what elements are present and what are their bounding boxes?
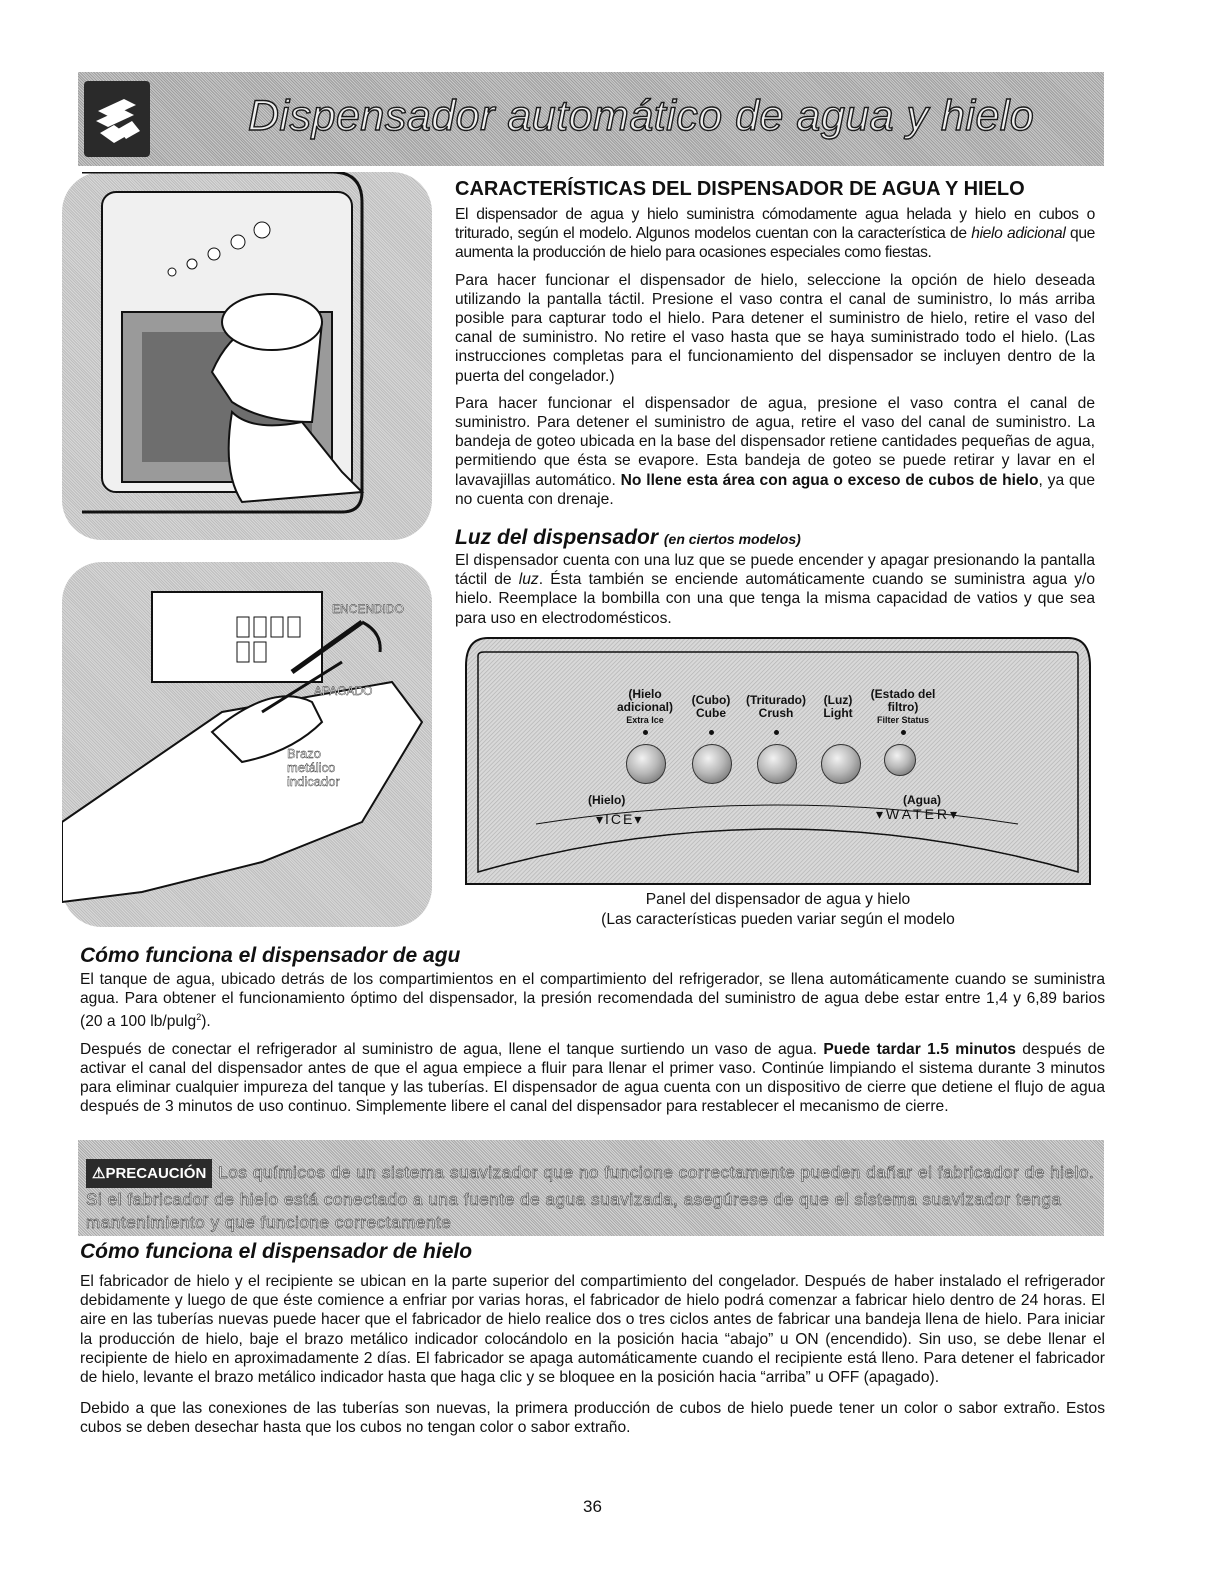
water-p2-end: después de activar el canal del dispensador antes de que el agua empiece a fluir para llenar el primer vaso. Continúe limpiando el sistema durante 3 minutos para eliminar cualquier impureza del tanque y las tuberías. El dispensador de agua cuenta con un dispositivo de cierre que detiene el flujo de agua después de 3 minutos de uso continuo. Simplemente libere el canal del dispensador para restablecer el mecanismo de cierre.	[80, 1040, 1106, 1116]
ice-cubes-icon	[84, 81, 150, 157]
water-label-es: (Agua)	[903, 793, 941, 807]
crush-indicator	[774, 730, 779, 735]
water-paddle-label: ▾WATER▾	[876, 806, 961, 822]
ice-label-en: ICE	[605, 811, 635, 827]
filter-status-label-es: (Estado del filtro)	[870, 687, 936, 714]
water-label-en: WATER	[886, 806, 951, 822]
extra-ice-label	[610, 688, 680, 727]
ice-section-body	[80, 1272, 1105, 1446]
features-paragraph-2: Para hacer funcionar el dispensador de hielo, seleccione la opción de hielo deseada utilizando la pantalla táctil. Presione el vaso contra el canal de suministro, lo más arriba posible para capturar todo el hielo. Para detener el suministro de hielo, retire el vaso del canal de suministro. No retire el vaso hasta que se haya suministrado todo el hielo. (Las instrucciones completas para el funcionamiento del dispensador se incluyen dentro de la puerta del congelador.)	[455, 271, 1095, 385]
water-section-title: Cómo funciona el dispensador de agu	[80, 944, 461, 967]
extra-ice-label-en: Extra Ice	[626, 715, 664, 725]
light-body	[455, 551, 1095, 636]
water-p2-text: Después de conectar el refrigerador al suministro de agua, llene el tanque surtiendo un vaso de agua.	[80, 1040, 824, 1058]
extra-ice-button[interactable]	[626, 744, 666, 784]
panel-caption-line-1: Panel del dispensador de agua y hielo	[645, 891, 911, 908]
water-paragraph-2	[80, 1040, 1105, 1117]
caution-line-1-text: Los químicos de un sistema suavizador que no funcione correctamente pueden dañar el fabricador de hielo.	[218, 1163, 1095, 1182]
ice-paragraph-2: Debido a que las conexiones de las tuberías son nuevas, la primera producción de cubos de hielo puede tener un color o sabor extraño. Estos cubos se deben desechar hasta que los cubos no tengan color o sabor extraño.	[80, 1400, 1105, 1437]
dispenser-illustration	[62, 172, 432, 540]
filter-status-label	[868, 688, 938, 727]
light-label-es: (Luz)	[823, 693, 853, 707]
water-p1-end: ).	[201, 1013, 211, 1031]
light-p-italic: luz	[518, 571, 539, 589]
cube-button[interactable]	[692, 744, 732, 784]
dispenser-panel-illustration	[458, 636, 1098, 886]
crush-label-en: Crush	[758, 706, 794, 720]
water-section-body	[80, 970, 1105, 1125]
caution-badge-label: PRECAUCIÓN	[105, 1165, 207, 1182]
caution-badge: ⚠PRECAUCIÓN	[86, 1159, 212, 1188]
page-title: Dispensador automático de agua y hielo	[248, 92, 1035, 140]
filter-status-indicator	[901, 730, 906, 735]
light-p-text: El dispensador cuenta con una luz que se puede encender y apagar presionando la pantalla táctil de	[455, 552, 1095, 589]
water-p2-bold: Puede tardar 1.5 minutos	[823, 1040, 1016, 1058]
extra-ice-label-es: (Hielo adicional)	[616, 687, 673, 714]
panel-caption	[458, 890, 1098, 930]
icemaker-illustration	[62, 562, 432, 927]
label-arm: Brazo metálico indicador	[287, 746, 340, 789]
caution-line-2: Si el fabricador de hielo está conectado a una fuente de agua suavizada, asegúrese de que el sistema suavizador tenga	[86, 1190, 1062, 1209]
caution-line-3: mantenimiento y que funcione correctamente	[86, 1213, 452, 1232]
water-p1-text: El tanque de agua, ubicado detrás de los compartimientos en el compartimiento del refrigerador, se llena automáticamente cuando se suministra agua. Para obtener el funcionamiento óptimo del dispensador, la presión recomendada del suministro de agua debe estar entre 1,4 y 6,89 barios (20 a 100 lb/pulg	[80, 971, 1105, 1031]
light-p-end: . Ésta también se enciende automáticamente cuando se suministra agua y/o hielo. Reemplace la bombilla con una que tenga la misma capacidad de vatios y que sea para uso en electrodomésticos.	[455, 571, 1095, 627]
features-p3-end: , ya que no cuenta con drenaje.	[455, 471, 1095, 508]
light-button[interactable]	[821, 744, 861, 784]
light-label-en: Light	[823, 706, 853, 720]
filter-status-label-en: Filter Status	[876, 715, 929, 725]
water-paragraph-1	[80, 970, 1105, 1032]
crush-label-es: (Triturado)	[746, 693, 806, 707]
features-p1-end: que aumenta la producción de hielo para ocasiones especiales como fiestas.	[455, 225, 1095, 262]
extra-ice-indicator	[643, 730, 648, 735]
light-label	[803, 694, 873, 720]
features-paragraph-3	[455, 394, 1095, 509]
label-off: APAGADO	[314, 684, 373, 698]
features-body	[455, 205, 1095, 517]
features-title: CARACTERÍSTICAS DEL DISPENSADOR DE AGUA Y HIELO	[455, 178, 1025, 200]
water-p1-sup: 2	[196, 1012, 202, 1023]
light-title	[455, 526, 801, 550]
features-p3-text: Para hacer funcionar el dispensador de agua, presione el vaso contra el canal de suministro. Para detener el suministro de agua, retire el vaso del canal de suministro. La bandeja de goteo ubicada en la base del dispensador retiene cantidades pequeñas de agua, permitiendo que ésta se evapore. Esta bandeja de goteo se puede retirar y lavar en el lavavajillas automático.	[455, 394, 1095, 489]
filter-status-button[interactable]	[884, 744, 916, 776]
caution-line-1	[86, 1159, 1102, 1188]
ice-paddle-label: ▾ICE▾	[596, 811, 644, 827]
label-on: ENCENDIDO	[332, 602, 405, 616]
light-paragraph	[455, 551, 1095, 628]
panel-caption-line-2: (Las características pueden variar según el modelo	[601, 911, 955, 928]
cube-label-es: (Cubo)	[691, 693, 731, 707]
ice-label-es: (Hielo)	[588, 793, 626, 807]
cube-indicator	[709, 730, 714, 735]
page-number: 36	[583, 1497, 602, 1516]
caution-text	[86, 1159, 1102, 1234]
crush-button[interactable]	[757, 744, 797, 784]
light-title-text: Luz del dispensador	[455, 526, 659, 549]
features-p3-bold: No llene esta área con agua o exceso de cubos de hielo	[620, 471, 1039, 489]
light-title-note: (en ciertos modelos)	[663, 531, 801, 547]
features-p1-italic: hielo adicional	[971, 225, 1066, 243]
cube-label-en: Cube	[696, 706, 726, 720]
ice-section-title: Cómo funciona el dispensador de hielo	[80, 1240, 473, 1263]
features-paragraph-1	[455, 205, 1095, 263]
ice-paragraph-1: El fabricador de hielo y el recipiente se ubican en la parte superior del compartimiento del congelador. Después de haber instalado el refrigerador debidamente y luego de que éste comience a enfriar por varias horas, el fabricador de hielo podrá comenzar a fabricar hielo dentro de 24 horas. El aire en las tuberías nuevas puede hacer que el fabricador de hielo realice dos o tres ciclos antes de fabricar una bandeja llena de hielo. Para iniciar la producción de hielo, baje el brazo metálico indicador colocándolo en la posición hacia “abajo” u ON (encendido). Sin uso, se debe llenar el recipiente de hielo en aproximadamente 2 días. El fabricador se apaga automáticamente cuando el recipiente está lleno. Para detener el fabricador de hielo, levante el brazo metálico indicador hasta que haga clic y se bloquee en la posición hacia “arriba” u OFF (apagado).	[80, 1273, 1105, 1387]
features-p1-text: El dispensador de agua y hielo suministra cómodamente agua helada y hielo en cubos o triturado, según el modelo. Algunos modelos cuentan con la característica de	[455, 206, 1095, 243]
